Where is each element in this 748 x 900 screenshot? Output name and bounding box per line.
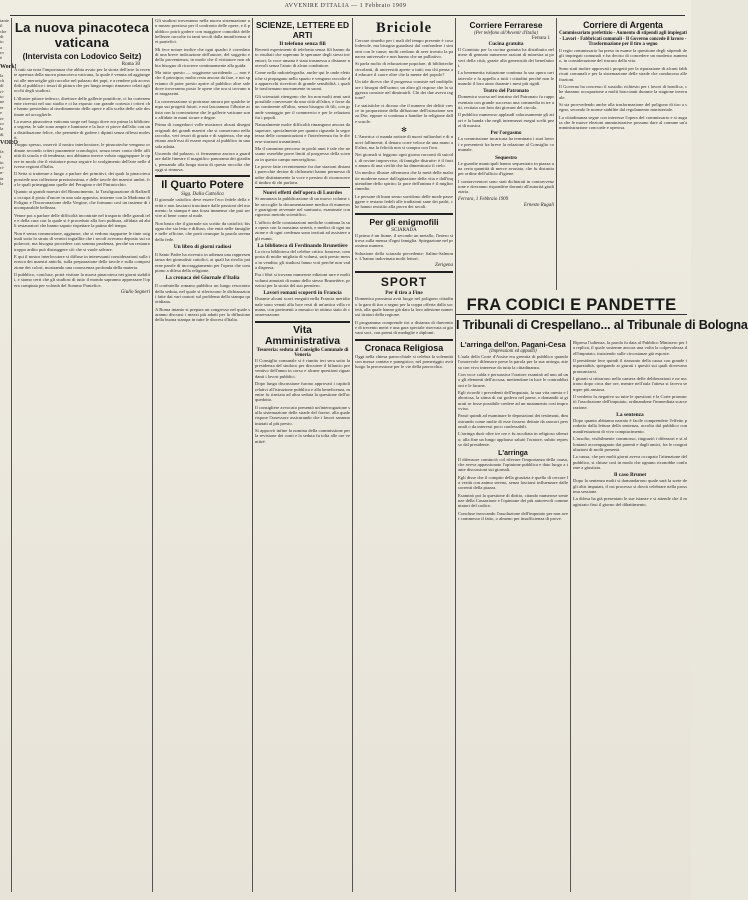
paragraph: Egli disse che il compito della giustizia è quello di cercare la verità con animo sereno, senza lasciarsi influenzare dalle correnti della piazza. <box>458 474 568 491</box>
article-body <box>155 283 250 322</box>
paragraph: Sono stati inoltre approvati i progetti per la riparazione di alcuni fabbricati comunali e per la sistemazione delle strade che conducono alle frazioni. <box>559 65 687 82</box>
signature: Zerigena <box>434 263 453 269</box>
paragraph: A tutti sia nota l'importanza che abbia avuto per la storia dell'arte la recente apertura della nuova pinacoteca vaticana, la quale è venuta ad aggiungersi alle meraviglie già raccolte nel palazzo dei papi, e a rendere più accessibili al pubblico i tesori di pittura che per lungo tempo rimasero celati agli occhi degli studiosi. <box>14 67 150 94</box>
subheading: Sequestro <box>495 154 517 161</box>
column-briciole <box>355 18 453 892</box>
section-title: SPORT <box>380 275 428 290</box>
paragraph: La difesa ha già presentato le sue istanze e si attende che il magistrato fissi il giorno del dibattimento. <box>573 496 687 507</box>
paragraph: Mi fece notare inoltre che ogni quadro è corredato di una breve indicazione dell'autore, del soggetto e della provenienza, in modo che il visitatore non abbia bisogno di ricorrere continuamente alla guida. <box>155 46 250 68</box>
fragment-line: ri- <box>0 88 5 94</box>
paragraph: Durante alcuni scavi eseguiti nella Francia meridionale sono venuti alla luce resti di un'antica villa romana, con pavimenti a mosaico in ottimo stato di conservazione. <box>255 296 350 318</box>
paragraph: Concluse invocando l'assoluzione dell'imputato per non aver commesso il fatto, o almeno per insufficienza di prove. <box>458 510 568 521</box>
dateline: Ferrara 1 <box>531 36 550 41</box>
subheading: L'arringa dell'on. Pagani-Cesa <box>460 340 566 349</box>
left-fragment-column <box>0 18 18 892</box>
paragraph: Dopo lunga discussione furono approvati i capitoli relativi all'istruzione pubblica e alla beneficenza, mentre fu rinviata ad altra seduta la questione dell'acquedotto. <box>255 381 350 403</box>
subheading: Nuovi effetti dell'opera di Lourdes <box>262 190 343 197</box>
column-rule <box>252 18 253 892</box>
column-tribunali-left <box>458 340 568 892</box>
paragraph: Ma tutto questo — soggiunse sorridendo — non è che il principio; molto resta ancora da fare, e noi speriamo di poter presto aprire al pubblico altre sale dove troveranno posto le opere che ora si trovano nei magazzini. <box>155 70 250 97</box>
paragraph: La benemerita istituzione continua la sua opera caritatevole e fa appello a tutti i cittadini perché non le manchi il loro aiuto durante i mesi più rigidi. <box>458 70 554 87</box>
fragment-line: di <box>0 34 4 40</box>
fragment-line: n- <box>0 170 4 176</box>
subheading: Un libro di giorni radiosi <box>173 244 232 251</box>
section-header: SCIENZE, LETTERE ED ARTI <box>255 20 350 40</box>
column-rule <box>152 18 153 892</box>
paragraph: Il Governo ha concesso il sussidio richiesto per i lavori di bonifica, che daranno occupazione a molti braccianti durante la stagione invernale. <box>559 83 687 100</box>
paragraph: La causa, che per molti giorni aveva occupato l'attenzione del pubblico, si chiuse così in modo che ognuno riconobbe conforme a giustizia. <box>573 454 687 470</box>
fragment-line: è <box>0 55 3 61</box>
paragraph: L'ufficio delle constatazioni mediche continua la sua opera con la massima serietà, e medici di ogni nazione e di ogni credenza sono invitati ad assistere agli esami. <box>255 219 350 241</box>
article-body <box>573 340 687 410</box>
article-body <box>255 47 350 185</box>
paragraph: Naturalmente molte difficoltà rimangono ancora da superare, specialmente per quanto riguarda la segretezza delle comunicazioni e l'interferenza fra le diverse stazioni trasmittenti. <box>255 122 350 144</box>
paragraph: Gli scienziati ritengono che fra non molti anni sarà possibile conversare da una città all'altra, e forse da un continente all'altro, senza bisogno di fili, con grande vantaggio per il commercio e per le relazioni fra i popoli. <box>255 93 350 121</box>
paragraph: Il confratello romano pubblica un lungo resoconto della seduta, nel quale si riferiscono le dichiarazioni fatte dai vari oratori sul problema della stampa quotidiana. <box>155 283 250 305</box>
article-body <box>255 296 350 317</box>
paragraph: Egli ricordò i precedenti dell'imputato, la sua vita onesta e laboriosa, la stima di cui godeva nel paese, e domandò ai giurati se fosse possibile credere ad un mutamento così improvviso. <box>458 390 568 412</box>
column-rule <box>11 18 12 892</box>
column-rule <box>455 18 456 892</box>
paragraph: Le statistiche ci dicono che il numero dei delitti cresce in proporzione della diffusione dell'istruzione senza Dio; eppure si continua a bandire la religione dalle scuole. <box>355 102 453 124</box>
fragment-line: la <box>0 72 4 78</box>
paragraph: L'aula della Corte d'Assise era gremita di pubblico quando l'onorevole difensore prese la parola per la sua arringa, attesa con vivo interesse da tutta la cittadinanza. <box>458 354 568 370</box>
paragraph: L'America ci manda notizie di nuovi miliardari e di nuovi fallimenti; il denaro corre veloce da una mano all'altra, ma la felicità non si compra con l'oro. <box>355 134 453 150</box>
paragraph: Non basta che il giornale sia scritto da cattolici; bisogna che sia letto e diffuso, che entri nelle famiglie e nelle officine, che porti ovunque la parola serena della fede. <box>155 220 250 242</box>
ornament: ✻ <box>401 126 407 135</box>
fragment-line: ne <box>0 99 5 105</box>
article-body <box>458 47 554 86</box>
paragraph: Il Comitato per la cucina gratuita ha distribuito nel mese di gennaio numerose razioni di minestra ai poveri della città, grazie alla generosità dei benefattori. <box>458 47 554 69</box>
article-body <box>355 296 453 335</box>
paragraph: Uscendo dal palazzo, ci fermammo ancora a guardare dalle finestre il magnifico panorama dei giardini, pensando alla lunga storia di questa raccolta che oggi si rinnova. <box>155 150 250 172</box>
dateline: Roma 30 <box>121 62 140 67</box>
paragraph: Il giornale cattolico deve essere l'eco fedele della verità e non lasciarsi trascinare dalle passioni del momento; la stampa è una forza immensa che può servire al bene come al male. <box>155 197 250 219</box>
paragraph: Fra i libri si trovano numerose edizioni rare e molti volumi annotati di mano dello stesso Brunetière, preziosi per la storia del suo pensiero. <box>255 272 350 289</box>
paragraph: Recenti esperimenti di telefonia senza fili hanno dato risultati che superano le speranze degli stessi inventori; la voce umana è stata trasmessa a distanze notevoli senza l'aiuto di alcun conduttore. <box>255 47 350 69</box>
paragraph: Troppo spesso, osservò il nostro interlocutore, le pinacoteche vengono ordinate secondo criteri puramente cronologici, senza tener conto delle affinità di scuola e di tendenza; noi abbiamo invece voluto raggruppare le opere in modo che il visitatore possa seguire lo svolgimento dell'arte nelle diverse regioni d'Italia. <box>14 142 150 169</box>
paragraph: La conversazione si protrasse ancora per qualche tempo sui progetti futuri, e noi lasciammo l'illustre artista con la convinzione che le gallerie vaticane sono affidate in mani sicure e degne. <box>155 98 250 120</box>
fragment-line: a <box>0 44 3 50</box>
paragraph: Un tale diceva che il progresso consiste nel moltiplicare i bisogni dell'uomo; un altro gli rispose che la saggezza consiste nel diminuirli. Chi dei due aveva ragione? <box>355 79 453 101</box>
column-tribunali-right <box>573 340 687 892</box>
divider <box>355 339 453 341</box>
closing-line: Ferrara, 1 Febbraio 1909 <box>458 196 509 202</box>
fragment-label: Work! <box>0 63 17 70</box>
paragraph: Il programma comprende tiri a distanza di duecento e di trecento metri e una gara speciale riservata ai giovani soci, con premi di medaglie e diplomi. <box>355 319 453 336</box>
subheading: La sentenza <box>616 412 644 419</box>
paragraph: Le persone di buon senso sorridono delle mode passeggere e restano fedeli alle tradizioni sane dei padri, che hanno resistito alla prova dei secoli. <box>355 193 453 210</box>
section-title: Corriere di Argenta <box>583 20 663 30</box>
article-body <box>458 457 568 522</box>
top-rule <box>10 15 685 16</box>
article-body <box>14 67 150 288</box>
article-title: La nuova pinacoteca vaticana <box>14 20 150 50</box>
column-corriere-argenta <box>559 18 687 290</box>
fragment-line: tante <box>0 18 9 23</box>
paragraph: Venne poi a parlare delle difficoltà incontrate nel trasporto delle grandi tele e della cura con la quale si è proceduto alla loro pulitura, affidata ad abili restauratori che hanno saputo rispettare la patina del tempo. <box>14 212 151 229</box>
fragment-line: ch <box>0 78 5 84</box>
column-continuation <box>155 18 250 892</box>
divider <box>355 271 453 273</box>
paragraph: A Roma intanto si prepara un congresso nel quale saranno discussi i mezzi più adatti per la diffusione della buona stampa in tutte le diocesi d'Italia. <box>155 306 250 323</box>
fragment-line: ro <box>0 50 4 56</box>
paragraph: La ricca biblioteca del celebre critico francese, composta di molte migliaia di volumi, sarà presto messa in vendita; gli studiosi fanno voti perché non vada dispersa. <box>255 249 350 271</box>
article-body <box>559 48 687 131</box>
paragraph: Come nella radiotelegrafia, anche qui le onde elettriche si propagano nello spazio e vengono raccolte da apparecchi ricevitori di grande sensibilità, i quali le trasformano nuovamente in suoni. <box>255 70 350 92</box>
banner-headline: I Tribunali di Crespellano... al Tribunale di Bologna <box>456 318 748 332</box>
signature: Ernesto Rugali <box>523 202 554 208</box>
subheading: (Impressioni ed appunti) <box>489 349 537 354</box>
article-body <box>155 197 250 242</box>
paragraph: Il difensore cominciò col rilevare l'importanza della causa, che aveva appassionato l'opinione pubblica e dato luogo a tante discussioni sui giornali. <box>458 456 568 473</box>
paragraph: Il regio commissario ha preso in esame la questione degli stipendi degli impiegati comunali e ha deciso di concedere un modesto aumento, in considerazione del rincaro della vita. <box>559 47 687 64</box>
paragraph: Passò quindi ad esaminare le deposizioni dei testimoni, dimostrando come molte di esse fossero dettate da rancori personali o da interessi poco confessabili. <box>458 413 568 430</box>
paragraph: L'illustre pittore tedesco, direttore delle gallerie pontificie, ci ha cortesemente ricevuti nel suo studio e ci ha esposto con grande cortesia i criteri che hanno presieduto al riordinamento delle opere e alla scelta delle sale destinate ad accoglierle. <box>14 95 150 117</box>
paragraph: Nei giornali si leggono ogni giorno racconti di suicidi, di rovine improvvise, di famiglie distrutte: è il frutto amaro di una civiltà che ha dimenticato il cielo. <box>355 152 453 168</box>
paragraph: La commissione incaricata ha terminato i suoi lavori e presenterà fra breve la relazione al Consiglio comunale. <box>458 136 554 153</box>
paragraph: Il Seitz si trattenne a lungo a parlare dei primitivi, dei quali la pinacoteca possiede una collezione preziosissima, e delle tavole dei maestri umbri, fra le quali primeggiano quelle del Perugino e del Pinturicchio. <box>14 171 150 187</box>
section-title: Vita Amministrativa <box>264 324 341 347</box>
article-body <box>458 354 568 448</box>
paragraph: L'arringa durò oltre tre ore e fu ascoltata in religioso silenzio; alla fine un lungo applauso salutò l'oratore, subito represso dal presidente. <box>458 431 568 448</box>
paragraph: Si parla molto di educazione popolare, di biblioteche circolanti, di università aperte a tutti; ma chi pensa ad educare il cuore oltre che la mente del popolo? <box>355 61 453 78</box>
column-pinacoteca <box>14 18 150 892</box>
paragraph: Quanto ai grandi maestri del Rinascimento, la Trasfigurazione di Raffaello occupa il posto d'onore in una sala apposita, insieme con la Madonna di Foligno e l'Incoronazione della Vergine, che formano così un insieme di incomparabile bellezza. <box>14 189 150 211</box>
article-body <box>458 136 554 152</box>
divider <box>155 175 250 177</box>
subheading: Per il tiro a Fine <box>385 290 423 297</box>
paragraph: Si annunzia la pubblicazione di un nuovo volume che raccoglie la documentazione medica di numerose guarigioni avvenute nel santuario, esaminate con rigoroso metodo scientifico. <box>255 196 350 218</box>
paragraph: Il primo è un fiume, il secondo un metallo, l'intero si trova sulla mensa d'ogni famiglia. Spiegazione nel prossimo numero. <box>355 232 453 249</box>
paragraph: Domenica scorsa nel teatrino del Patronato fu rappresentata con grande successo una commedia in tre atti, recitata con brio dai giovani del circolo. <box>458 94 554 111</box>
paragraph: Dopo quanto abbiamo narrato è facile comprendere l'effetto prodotto dalla lettura della sentenza, accolta dal pubblico con manifestazioni di vivo compiacimento. <box>573 418 687 434</box>
subheading: L'arringa <box>498 449 528 457</box>
paragraph: Il pubblico, concluse, potrà visitare la nuova pinacoteca nei giorni stabiliti, e siamo certi che gli studiosi di tutto il mondo sapranno apprezzare l'opera compiuta per volontà del Sommo Pontefice. <box>14 272 150 288</box>
paragraph: Prima di congedarci volle mostrarci alcuni disegni originali dei grandi maestri che si conservano nella raccolta, veri tesori di grazia e di sapienza, che aspettano anch'essi di essere esposti al pubblico in una sala adatta. <box>155 122 250 149</box>
paragraph: Cercare rimedio per i mali del tempo presente è cosa lodevole, ma bisogna guardarsi dal confondere i sintomi con le cause; molti credono di aver trovato la panacea universale e non hanno che un palliativo. <box>355 38 453 60</box>
column-rule <box>352 18 353 892</box>
running-head: AVVENIRE D'ITALIA — 1 Febbraio 1909 <box>284 3 407 9</box>
paragraph: Si approvò infine la nomina della commissione per la revisione dei conti e la seduta fu tolta alle ore ventitré. <box>255 427 350 444</box>
fragment-line: e <box>0 110 3 116</box>
paragraph: Il pubblico numeroso applaudì calorosamente gli attori e la banda che negli intermezzi eseguì scelti pezzi di musica. <box>458 112 554 129</box>
paragraph: Ripresa l'udienza, la parola fu data al Pubblico Ministero per la replica, il quale sostenne ancora una volta la colpevolezza dell'imputato, insistendo sulle circostanze già esposte. <box>573 340 687 356</box>
subheading: La cronaca del Giornale d'Italia <box>165 275 240 282</box>
paragraph: La cittadinanza segue con interesse l'opera del commissario e si augura che le nuove elezioni amministrative possano dare al comune un'amministrazione concorde e operosa. <box>559 114 687 131</box>
fragment-line: re <box>0 115 4 121</box>
fragment-line: ri- <box>0 164 5 170</box>
fragment-label: VORO <box>0 139 18 146</box>
subheading: Cucina gratuita <box>488 41 524 47</box>
article-body <box>155 18 250 172</box>
section-subtitle: SCIARADA <box>391 227 417 233</box>
article-body <box>573 418 687 470</box>
section-banner: FRA CODICI E PANDETTE <box>456 296 687 315</box>
paragraph: Ma il cammino percorso in pochi anni è tale che nessuno oserebbe porre limiti al progresso della scienza in questo campo meraviglioso. <box>255 145 350 162</box>
article-body <box>255 196 350 241</box>
fragment-line: i <box>0 154 2 160</box>
paragraph: Un medico illustre affermava che la metà delle malattie moderne nasce dall'agitazione della vita e dall'inquietudine dello spirito; la pace dell'anima è il miglior rimedio. <box>355 170 453 192</box>
fragment-line: ta <box>0 175 4 181</box>
paragraph: La nuova pinacoteca vaticana sorge nel luogo dove era prima la biblioteca segreta; le sale sono ampie e luminose e la luce vi piove dall'alto con una distribuzione felice, che permette di godere i dipinti senza riflessi molesti. <box>14 119 150 141</box>
fragment-line: fa <box>0 148 4 154</box>
column-scienze <box>255 18 350 892</box>
section-title: Il Quarto Potere <box>161 179 244 192</box>
fragment-line: ro <box>0 120 4 126</box>
section-title: Briciole <box>376 20 432 36</box>
paragraph: I contravventori sono stati dichiarati in contravvenzione e dovranno rispondere davanti all'autorità giudiziaria. <box>458 178 554 195</box>
paragraph: Le guardie municipali hanno sequestrato in piazza una certa quantità di merce avariata, che fu distrutta per ordine dell'ufficio d'igiene. <box>458 160 554 177</box>
paragraph: Oggi nella chiesa parrocchiale si celebra la solennità con messa cantata e panegirico; nel pomeriggio avrà luogo la processione per le vie della parrocchia. <box>355 353 453 370</box>
paragraph: E qui il nostro interlocutore si diffuse in interessanti considerazioni sulla tecnica dei maestri antichi, sulla preparazione delle tavole e sulla composizione dei colori, mostrando una conoscenza profonda della materia. <box>14 254 150 270</box>
paragraph: Non è senza commozione, aggiunse, che si vedono riapparire le tinte originali sotto lo strato di vernici ingiallite che i secoli avevano deposto sui capolavori; ma bisogna procedere con somma prudenza, perché un restauro troppo ardito può distruggere ciò che si vuole salvare. <box>14 230 150 252</box>
fragment-line: to <box>0 39 4 45</box>
article-body <box>255 249 350 288</box>
paragraph: Le prove fatte recentemente fra due stazioni distanti parecchie decine di chilometri hanno permesso di udire distintamente la voce e persino di riconoscere il timbro di chi parlava. <box>255 163 350 185</box>
fragment-line: la <box>0 180 4 186</box>
article-body <box>458 161 554 195</box>
paragraph: Esaminò poi la questione di diritto, citando numerose sentenze della Cassazione e l'opinione dei più autorevoli commentatori del codice. <box>458 492 568 509</box>
subheading: Lavori romani scoperti in Francia <box>263 290 342 297</box>
fragment-line: di <box>0 131 4 137</box>
fragment-line: il <box>0 23 3 29</box>
fragment-line: la <box>0 126 4 132</box>
fragment-line: to <box>0 94 4 100</box>
section-title: Cronaca Religiosa <box>364 342 444 353</box>
section-subtitle: Sigg. Dalla Cattolica <box>181 192 224 198</box>
divider <box>355 213 453 215</box>
fragment-line: er <box>0 104 4 110</box>
subheading: Teatro del Patronato <box>483 88 529 95</box>
paragraph: Il Santo Padre ha ricevuto in udienza una rappresentanza dei giornalisti cattolici, ai quali ha rivolto paterne parole di incoraggiamento per l'opera che compiono a difesa della religione. <box>155 252 250 274</box>
divider <box>255 187 350 188</box>
section-subtitle: (Per telefono all'Avvenir d'Italia) <box>474 31 538 36</box>
article-body <box>155 252 250 273</box>
article-body <box>355 354 453 370</box>
paragraph: Domenica prossima avrà luogo nel poligono cittadino la gara di tiro a segno per la coppa offerta dalla società, alla quale hanno già dato la loro adesione numerosi tiratori della regione. <box>355 296 453 318</box>
article-body <box>355 134 453 209</box>
paragraph: Il consigliere avvocato presentò un'interrogazione sulla sistemazione delle strade del forese, alla quale rispose l'assessore assicurando che i lavori saranno iniziati al più presto. <box>255 404 350 426</box>
subheading: La biblioteca di Ferdinando Brunetière <box>257 243 348 249</box>
section-title: Per gli enigmofili <box>369 216 439 227</box>
article-body <box>355 233 453 262</box>
paragraph: Il verdetto fu negativo su tutte le questioni e la Corte pronunciò l'assoluzione dell'imputato, ordinandone l'immediata scarcerazione. <box>573 394 687 410</box>
subheading: Il caso Brunet <box>613 472 647 479</box>
signature: Giulio Segneri <box>120 290 150 296</box>
article-body <box>255 358 350 444</box>
paragraph: Il Consiglio comunale si è riunito ieri sera sotto la presidenza del sindaco per discutere il bilancio preventivo dell'anno in corso e alcune questioni riguardanti i lavori pubblici. <box>255 357 350 379</box>
paragraph: Gli studiosi troveranno nella nuova sistemazione un mezzo prezioso per il confronto delle opere, e il pubblico potrà godere con maggiore comodità delle bellezze raccolte in tanti secoli dalla munificenza dei pontefici. <box>155 18 250 45</box>
column-rule <box>570 340 571 892</box>
section-subtitle: Commissariato prefettizio - Aumento di stipendi agli impiegati - Lavori - Fabbricati comunali - Il Governo concede il lavoro - Trasformazione per il tiro a segno <box>559 31 687 48</box>
fragment-line: di <box>0 83 4 89</box>
paragraph: Dopo la sentenza molti si domandarono quale sarà la sorte degli altri imputati, il cui processo si dovrà celebrare nella prossima sessione. <box>573 478 687 494</box>
paragraph: Il presidente fece quindi il riassunto della causa con grande imparzialità, spiegando ai giurati i quesiti sui quali dovevano pronunciarsi. <box>573 358 687 374</box>
article-body <box>573 478 687 507</box>
paragraph: Con voce calda e persuasiva l'oratore esaminò ad uno ad uno gli elementi dell'accusa, mettendone in luce le contraddizioni e le lacune. <box>458 372 568 388</box>
divider <box>255 321 350 323</box>
article-body <box>458 94 554 128</box>
column-rule <box>556 18 557 290</box>
paragraph: L'assolto, visibilmente commosso, ringraziò i difensori e si allontanò accompagnato dai parenti e dagli amici, fra le congratulazioni di molti presenti. <box>573 436 687 452</box>
column-corriere-ferrarese <box>458 18 554 290</box>
subheading: Il telefono senza fili <box>279 41 326 47</box>
fragment-line: in <box>0 159 4 165</box>
paragraph: Si sta provvedendo anche alla trasformazione del poligono di tiro a segno, secondo le norme stabilite dal regolamento ministeriale. <box>559 101 687 113</box>
article-body <box>355 38 453 124</box>
paragraph: Soluzione della sciarada precedente: Salino-Salmone. L'hanno indovinata molti lettori. <box>355 250 453 261</box>
section-subtitle: Tesoreria: seduta al Consiglio Comunale di Veneria <box>256 347 349 358</box>
section-title: Corriere Ferrarese <box>469 20 543 30</box>
paragraph: I giurati si ritirarono nella camera delle deliberazioni e ne uscirono dopo circa due ore, mentre nell'aula l'attesa si faceva sempre più ansiosa. <box>573 376 687 392</box>
article-subtitle: (Intervista con Lodovico Seitz) <box>22 52 142 61</box>
subheading: Per l'orgasmo <box>490 130 522 137</box>
fragment-line: che <box>0 28 7 34</box>
